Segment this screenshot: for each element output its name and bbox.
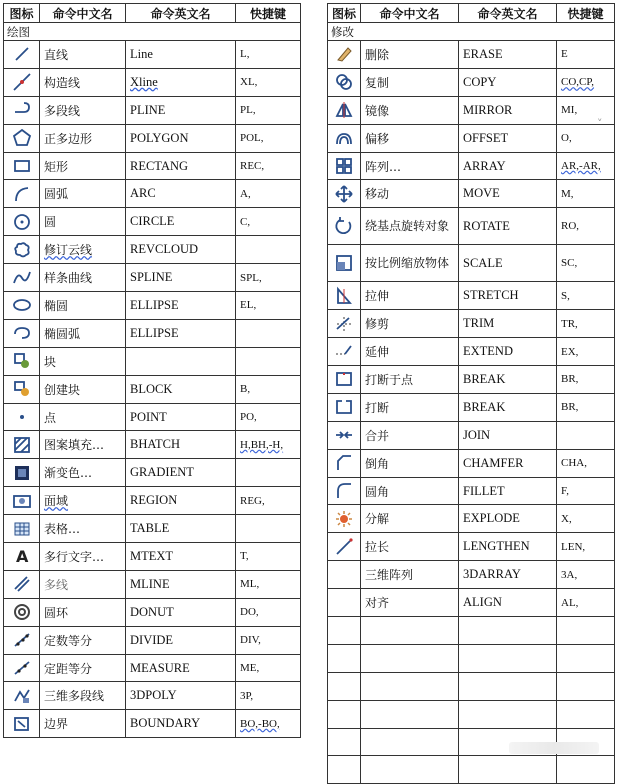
extend-icon [328,338,361,366]
xline-icon [4,68,40,96]
command-shortcut: AR,-AR, [557,152,615,180]
command-shortcut: BR, [557,366,615,394]
command-shortcut: LEN, [557,533,615,561]
command-row [328,310,615,338]
command-shortcut [236,515,301,543]
command-shortcut: EX, [557,338,615,366]
command-cn-name: 矩形 [40,152,126,180]
command-en-name: Xline [126,68,236,96]
command-cn-name [361,728,459,756]
pline-icon [4,96,40,124]
command-shortcut: M, [557,180,615,208]
command-shortcut: REG, [236,487,301,515]
command-shortcut: POL, [236,124,301,152]
header-en: 命令英文名 [126,4,236,23]
draw-commands-table [3,3,301,738]
mirror-icon [328,96,361,124]
command-shortcut: MI, [557,96,615,124]
empty-icon-cell [328,672,361,700]
command-cn-name [361,756,459,784]
command-cn-name: 绕基点旋转对象 [361,208,459,245]
command-en-name: ROTATE [459,208,557,245]
command-shortcut [236,319,301,347]
command-row [328,505,615,533]
command-cn-name: 椭圆弧 [40,319,126,347]
command-shortcut: T, [236,543,301,571]
command-shortcut: S, [557,282,615,310]
command-en-name: ELLIPSE [126,319,236,347]
command-en-name: ARC [126,180,236,208]
caret-icon: ˅ [597,117,603,130]
explode-icon [328,505,361,533]
command-row [328,282,615,310]
array-icon [328,152,361,180]
command-row [328,756,615,784]
polygon-icon [4,124,40,152]
header-row [4,4,301,23]
gradient-icon [4,459,40,487]
command-shortcut [557,617,615,645]
circle-icon [4,208,40,236]
header-cn: 命令中文名 [361,4,459,23]
command-en-name: ERASE [459,41,557,69]
command-cn-name [361,700,459,728]
empty-icon-cell [328,728,361,756]
command-en-name: DIVIDE [126,626,236,654]
command-en-name: EXPLODE [459,505,557,533]
command-row [4,180,301,208]
command-cn-name: 复制 [361,68,459,96]
command-en-name [126,347,236,375]
region-icon [4,487,40,515]
command-en-name: MTEXT [126,543,236,571]
command-shortcut: DO, [236,598,301,626]
watermark [509,742,599,754]
command-cn-name: 拉长 [361,533,459,561]
create-block-icon [4,375,40,403]
copy-icon [328,68,361,96]
command-cn-name: 拉伸 [361,282,459,310]
modify-commands-table [327,3,615,784]
command-cn-name: 渐变色… [40,459,126,487]
section-title-modify: 修改 [328,23,615,41]
command-en-name: BHATCH [126,431,236,459]
command-shortcut: AL, [557,589,615,617]
empty-icon-cell [328,589,361,617]
command-cn-name: 对齐 [361,589,459,617]
command-cn-name: 移动 [361,180,459,208]
command-en-name: SCALE [459,245,557,282]
command-en-name [459,672,557,700]
command-row [328,366,615,394]
ellipse-arc-icon [4,319,40,347]
command-en-name: ELLIPSE [126,292,236,320]
command-shortcut: SPL, [236,264,301,292]
command-cn-name: 椭圆 [40,292,126,320]
command-row [4,152,301,180]
command-shortcut: A, [236,180,301,208]
command-cn-name: 创建块 [40,375,126,403]
command-shortcut [557,756,615,784]
command-row [328,208,615,245]
command-cn-name: 倒角 [361,449,459,477]
command-row [328,449,615,477]
command-row [4,710,301,738]
command-row [4,292,301,320]
command-cn-name: 定数等分 [40,626,126,654]
command-en-name [459,644,557,672]
command-shortcut: O, [557,124,615,152]
header-row [328,4,615,23]
command-en-name: BREAK [459,366,557,394]
command-en-name: OFFSET [459,124,557,152]
command-cn-name: 分解 [361,505,459,533]
command-cn-name: 圆环 [40,598,126,626]
svg-text:A: A [15,547,28,567]
command-shortcut: E [557,41,615,69]
scale-icon [328,245,361,282]
revcloud-icon [4,236,40,264]
spline-icon [4,264,40,292]
command-row [328,180,615,208]
header-shortcut: 快捷键 [236,4,301,23]
command-shortcut: XL, [236,68,301,96]
command-en-name: MLINE [126,570,236,598]
command-row [4,68,301,96]
command-en-name: MOVE [459,180,557,208]
command-cn-name: 三维多段线 [40,682,126,710]
command-en-name [459,617,557,645]
command-row [4,264,301,292]
command-cn-name: 正多边形 [40,124,126,152]
command-cn-name: 镜像 [361,96,459,124]
point-icon [4,403,40,431]
command-shortcut [236,347,301,375]
command-cn-name [361,617,459,645]
command-en-name: REGION [126,487,236,515]
header-cn: 命令中文名 [40,4,126,23]
command-row [4,319,301,347]
command-row [328,477,615,505]
command-cn-name: 删除 [361,41,459,69]
command-cn-name: 直线 [40,41,126,69]
donut-icon [4,598,40,626]
command-row [328,96,615,124]
command-row [4,41,301,69]
command-shortcut: ML, [236,570,301,598]
command-shortcut: L, [236,41,301,69]
fillet-icon [328,477,361,505]
command-shortcut: BR, [557,393,615,421]
command-row [4,654,301,682]
command-cn-name: 按比例缩放物体 [361,245,459,282]
lengthen-icon [328,533,361,561]
table-icon [4,515,40,543]
command-row [4,570,301,598]
command-cn-name: 面域 [40,487,126,515]
command-row [328,41,615,69]
command-shortcut: PO, [236,403,301,431]
command-cn-name: 打断于点 [361,366,459,394]
command-shortcut [236,459,301,487]
command-shortcut: SC, [557,245,615,282]
command-shortcut [557,672,615,700]
command-shortcut [557,644,615,672]
empty-icon-cell [328,644,361,672]
command-cn-name: 构造线 [40,68,126,96]
command-row [4,347,301,375]
command-cn-name [361,644,459,672]
command-shortcut: CHA, [557,449,615,477]
command-row [328,152,615,180]
command-en-name [459,756,557,784]
divide-icon [4,626,40,654]
command-row [328,393,615,421]
insert-block-icon [4,347,40,375]
command-cn-name: 三维阵列 [361,561,459,589]
command-shortcut: X, [557,505,615,533]
command-en-name: Line [126,41,236,69]
command-shortcut: REC, [236,152,301,180]
command-en-name: BREAK [459,393,557,421]
command-cn-name: 样条曲线 [40,264,126,292]
command-row [4,459,301,487]
command-row [328,124,615,152]
command-en-name: TRIM [459,310,557,338]
command-cn-name: 表格… [40,515,126,543]
ellipse-icon [4,292,40,320]
command-en-name: PLINE [126,96,236,124]
command-shortcut: DIV, [236,626,301,654]
command-en-name: STRETCH [459,282,557,310]
command-row [4,375,301,403]
mtext-icon [4,543,40,571]
command-en-name: COPY [459,68,557,96]
offset-icon [328,124,361,152]
command-row [328,672,615,700]
command-cn-name: 多行文字… [40,543,126,571]
command-row [4,515,301,543]
command-shortcut: ME, [236,654,301,682]
break-at-point-icon [328,366,361,394]
command-cn-name: 偏移 [361,124,459,152]
command-cn-name: 延伸 [361,338,459,366]
command-en-name: CHAMFER [459,449,557,477]
command-shortcut [557,700,615,728]
command-en-name: TABLE [126,515,236,543]
command-shortcut: EL, [236,292,301,320]
command-shortcut: CO,CP, [557,68,615,96]
command-shortcut: F, [557,477,615,505]
erase-icon [328,41,361,69]
command-cn-name: 圆角 [361,477,459,505]
command-row [4,124,301,152]
line-icon [4,41,40,69]
command-en-name: RECTANG [126,152,236,180]
command-shortcut: H,BH,-H, [236,431,301,459]
command-en-name: DONUT [126,598,236,626]
command-shortcut: B, [236,375,301,403]
move-icon [328,180,361,208]
command-row [4,431,301,459]
break-icon [328,393,361,421]
section-title-draw: 绘图 [4,23,301,41]
command-cn-name: 打断 [361,393,459,421]
arc-icon [4,180,40,208]
command-shortcut: BO,-BO, [236,710,301,738]
command-shortcut: 3P, [236,682,301,710]
empty-icon-cell [328,561,361,589]
command-cn-name: 块 [40,347,126,375]
command-en-name: SPLINE [126,264,236,292]
command-cn-name: 图案填充… [40,431,126,459]
command-en-name: 3DPOLY [126,682,236,710]
command-row [328,644,615,672]
command-cn-name: 多段线 [40,96,126,124]
rectang-icon [4,152,40,180]
command-row [328,421,615,449]
command-en-name: MIRROR [459,96,557,124]
command-en-name: BOUNDARY [126,710,236,738]
trim-icon [328,310,361,338]
command-en-name: JOIN [459,421,557,449]
command-en-name: LENGTHEN [459,533,557,561]
mline-icon [4,570,40,598]
command-cn-name: 多线 [40,570,126,598]
command-row [328,589,615,617]
boundary-icon [4,710,40,738]
command-shortcut [236,236,301,264]
command-row [4,682,301,710]
rotate-icon [328,208,361,245]
command-row [4,208,301,236]
command-row [4,598,301,626]
command-shortcut [557,421,615,449]
header-icon: 图标 [328,4,361,23]
hatch-icon [4,431,40,459]
command-row [4,403,301,431]
command-en-name: BLOCK [126,375,236,403]
command-en-name: EXTEND [459,338,557,366]
section-row [4,23,301,41]
command-en-name: CIRCLE [126,208,236,236]
command-en-name: ALIGN [459,589,557,617]
3dpoly-icon [4,682,40,710]
command-shortcut: PL, [236,96,301,124]
join-icon [328,421,361,449]
stretch-icon [328,282,361,310]
command-cn-name: 定距等分 [40,654,126,682]
command-shortcut: 3A, [557,561,615,589]
command-en-name: FILLET [459,477,557,505]
empty-icon-cell [328,756,361,784]
command-en-name: 3DARRAY [459,561,557,589]
command-row [328,617,615,645]
header-shortcut: 快捷键 [557,4,615,23]
command-row [4,626,301,654]
command-en-name: GRADIENT [126,459,236,487]
command-en-name: ARRAY [459,152,557,180]
empty-icon-cell [328,617,361,645]
command-cn-name: 点 [40,403,126,431]
command-en-name [459,700,557,728]
measure-icon [4,654,40,682]
command-cn-name: 圆弧 [40,180,126,208]
command-cn-name [361,672,459,700]
command-row [328,700,615,728]
empty-icon-cell [328,700,361,728]
command-en-name: MEASURE [126,654,236,682]
command-shortcut: C, [236,208,301,236]
chamfer-icon [328,449,361,477]
command-row [328,561,615,589]
command-row [4,96,301,124]
command-row [328,68,615,96]
command-cn-name: 修订云线 [40,236,126,264]
command-row [328,338,615,366]
command-cn-name: 修剪 [361,310,459,338]
command-row [4,236,301,264]
command-row [4,543,301,571]
command-row [328,245,615,282]
command-shortcut: TR, [557,310,615,338]
command-cn-name: 合并 [361,421,459,449]
command-en-name: POLYGON [126,124,236,152]
command-en-name: POINT [126,403,236,431]
command-cn-name: 边界 [40,710,126,738]
command-row [4,487,301,515]
command-cn-name: 阵列… [361,152,459,180]
header-icon: 图标 [4,4,40,23]
command-shortcut: RO, [557,208,615,245]
command-cn-name: 圆 [40,208,126,236]
section-row [328,23,615,41]
header-en: 命令英文名 [459,4,557,23]
command-en-name: REVCLOUD [126,236,236,264]
command-row [328,533,615,561]
